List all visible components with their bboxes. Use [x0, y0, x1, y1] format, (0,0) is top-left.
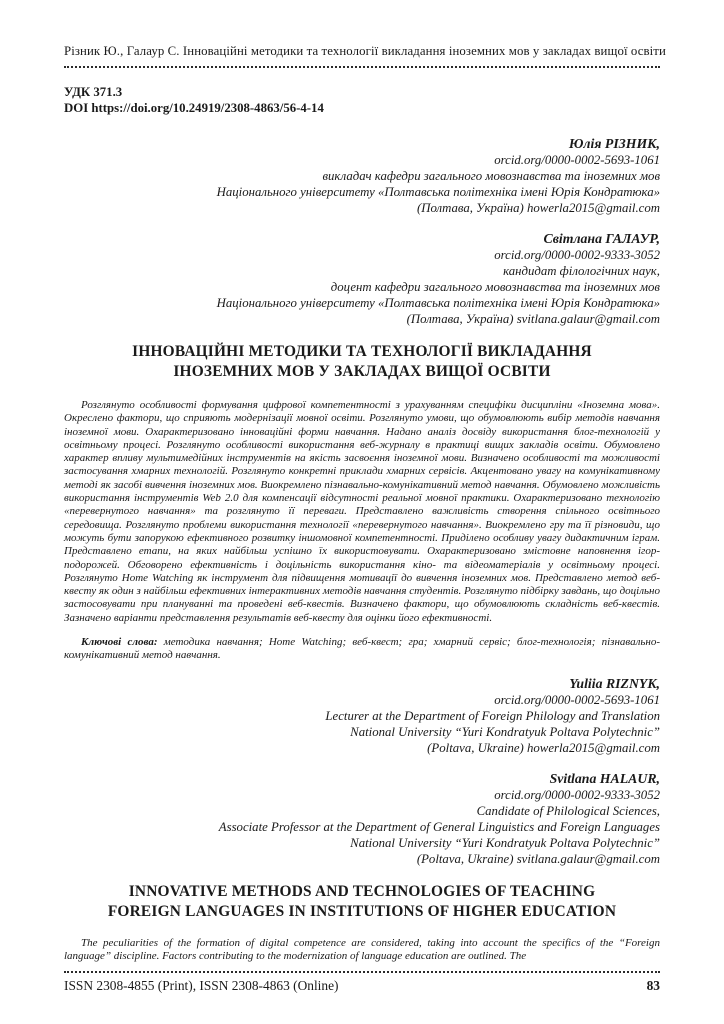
author-block-en-1: [64, 676, 660, 756]
author-name: Світлана ГАЛАУР,: [543, 231, 660, 246]
page-footer: [64, 971, 660, 994]
running-head: Різник Ю., Галаур С. Інноваційні методики та технології викладання іноземних мов у закладах вищої освіти: [64, 44, 666, 58]
footer-issn: ISSN 2308-4855 (Print), ISSN 2308-4863 (Online): [64, 978, 339, 993]
author-email-line: (Poltava, Ukraine) howerla2015@gmail.com: [427, 740, 660, 755]
author-block-en-2: [64, 771, 660, 867]
footer-divider: [64, 971, 660, 973]
header-divider: [64, 66, 660, 68]
article-title-uk: ІННОВАЦІЙНІ МЕТОДИКИ ТА ТЕХНОЛОГІЇ ВИКЛАДАННЯ ІНОЗЕМНИХ МОВ У ЗАКЛАДАХ ВИЩОЇ ОСВІТИ: [132, 343, 592, 380]
author-orcid: orcid.org/0000-0002-5693-1061: [494, 692, 660, 707]
author-affiliation-line: Національного університету «Полтавська політехніка імені Юрія Кондратюка»: [216, 185, 660, 199]
author-block-uk-2: [64, 231, 660, 327]
keywords-label: Ключові слова:: [81, 636, 158, 649]
abstract-en: The peculiarities of the formation of digital competence are considered, taking into account the specifics of the “Foreign language” discipline. Factors contributing to the modernization of language education are outlined. The: [64, 936, 660, 962]
doi-number: DOI https://doi.org/10.24919/2308-4863/56-4-14: [64, 100, 324, 115]
footer-page-number: 83: [646, 978, 660, 993]
author-affiliation-line: доцент кафедри загального мовознавства та іноземних мов: [330, 280, 660, 294]
article-title-en: INNOVATIVE METHODS AND TECHNOLOGIES OF TEACHING FOREIGN LANGUAGES IN INSTITUTIONS OF HIGHER EDUCATION: [107, 882, 617, 920]
keywords-uk: [64, 636, 660, 663]
udc-doi-block: [64, 85, 660, 116]
author-email-line: (Полтава, Україна) howerla2015@gmail.com: [416, 201, 660, 215]
author-block-uk-1: [64, 136, 660, 216]
author-affiliation-line: Associate Professor at the Department of General Linguistics and Foreign Languages: [218, 819, 660, 834]
author-degree-line: кандидат філологічних наук,: [503, 264, 660, 278]
author-affiliation-line: National University “Yuri Kondratyuk Poltava Polytechnic”: [350, 835, 660, 850]
author-affiliation-line: National University “Yuri Kondratyuk Poltava Polytechnic”: [350, 724, 660, 739]
author-orcid: orcid.org/0000-0002-9333-3052: [494, 787, 660, 802]
author-name: Юлія РІЗНИК,: [568, 136, 660, 151]
author-name: Yuliia RIZNYK,: [569, 675, 660, 691]
keywords-text: методика навчання; Home Watching; веб-квест; гра; хмарний сервіс; блог-технологія; пізнавально-комунікативний метод навчання.: [64, 636, 661, 662]
author-email-line: (Полтава, Україна) svitlana.galaur@gmail.com: [406, 312, 660, 326]
author-affiliation-line: викладач кафедри загального мовознавства та іноземних мов: [322, 169, 660, 183]
author-affiliation-line: Lecturer at the Department of Foreign Philology and Translation: [325, 708, 660, 723]
author-orcid: orcid.org/0000-0002-5693-1061: [494, 153, 660, 167]
author-degree-line: Candidate of Philological Sciences,: [476, 803, 660, 818]
abstract-uk: Розглянуто особливості формування цифрової компетентності з урахуванням специфіки дисципліни «Іноземна мова». Окреслено фактори, що сприяють модернізації мовної освіти. Розглянуто умови, що обумовлюють вибір методів навчання іноземної мови. Охарактеризовано інноваційні форми навчання. Надано аналіз досвіду використання блог-технологій у освітньому процесі. Розглянуто особливості використання веб-журналу в практиці вищих закладів освіти. Обумовлено характер впливу мультимедійних інструментів на якість засвоєння іноземної мови. Визначено особливості та можливості застосування хмарних технологій. Розглянуто конкретні приклади хмарних сервісів. Акцентовано увагу на комунікативному методі як засобі вивчення іноземних мов. Виокремлено пізнавально-комунікативний метод навчання. Обумовлено можливість використання інструментів Web 2.0 для компенсації відсутності реальної мовної практики. Охарактеризовано технологію «перевернутого навчання» та розглянуто її переваги. Представлено важливість створення спільного освітнього середовища. Розглянуто проблеми використання технології «перевернутого навчання». Виокремлено гру та її різновиди, що можуть бути запорукою ефективного розвитку іншомовної компетентності. Приділено особливу увагу дидактичним іграм. Представлено етапи, на яких найбільш успішно їх використовувати. Охарактеризовано змістовне наповнення ігор-подорожей. Обговорено ефективність і доцільність використання кіно- та відеоматеріалів у освітньому процесі. Розглянуто Home Watching як інструмент для підвищення мотивації до вивчення іноземних мов. Представлено метод веб-квесту як один з найбільш ефективних інтерактивних методів навчання студентів. Розглянуто підбірку завдань, що доцільно застосовувати при плануванні та проведені веб-квестів. Визначено фактори, що обумовлюють складність веб-квестів. Зазначено варіанти представлення результатів веб-квесту для оцінки його ефективності.: [64, 399, 660, 624]
author-name: Svitlana HALAUR,: [549, 770, 660, 786]
udc-number: УДК 371.3: [64, 85, 123, 99]
author-email-line: (Poltava, Ukraine) svitlana.galaur@gmail.com: [416, 851, 660, 866]
author-affiliation-line: Національного університету «Полтавська політехніка імені Юрія Кондратюка»: [216, 296, 660, 310]
author-orcid: orcid.org/0000-0002-9333-3052: [494, 248, 660, 262]
